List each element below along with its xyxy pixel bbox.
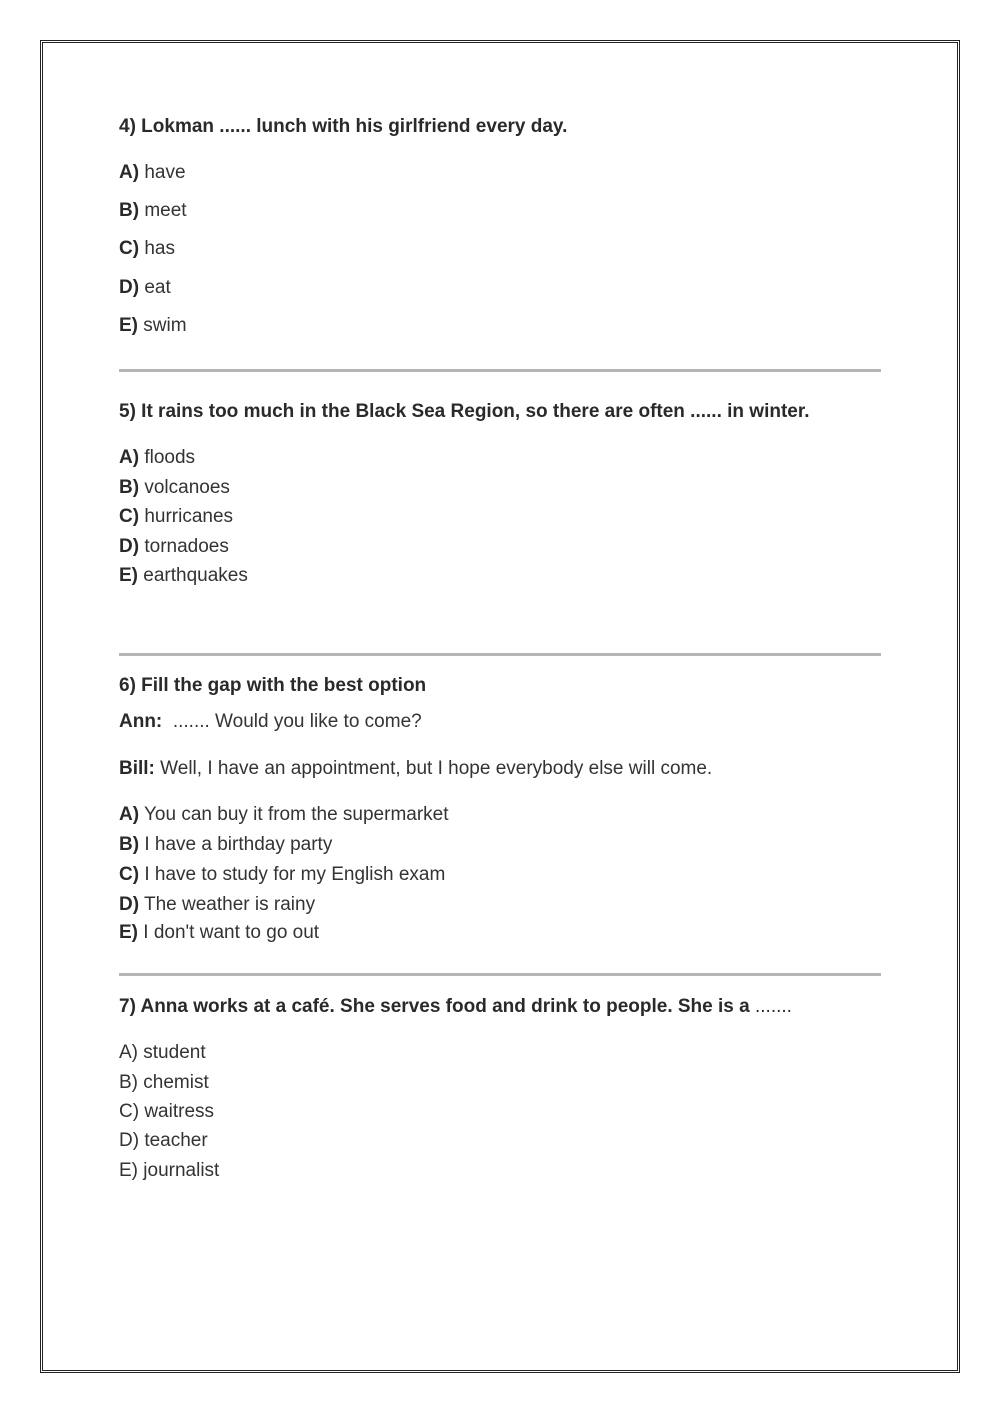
question-7-title: 7) Anna works at a café. She serves food and drink to people. She is a ....... — [119, 996, 792, 1017]
question-4-title: 4) Lokman ...... lunch with his girlfriend every day. — [119, 116, 568, 137]
question-5-title: 5) It rains too much in the Black Sea Region, so there are often ...... in winter. — [119, 401, 810, 422]
question-5-option-d[interactable]: D) tornadoes — [119, 536, 229, 557]
question-5-option-b[interactable]: B) volcanoes — [119, 477, 230, 498]
question-6-option-e[interactable]: E) I don't want to go out — [119, 922, 320, 943]
question-4-option-d[interactable]: D) eat — [119, 277, 171, 298]
question-7-option-a[interactable]: A) student — [119, 1042, 206, 1063]
dialog-line-ann: Ann: ....... Would you like to come? — [119, 711, 422, 732]
question-6-option-b[interactable]: B) I have a birthday party — [119, 834, 333, 855]
divider — [119, 653, 881, 656]
question-4-option-a[interactable]: A) have — [119, 162, 186, 183]
question-5-option-e[interactable]: E) earthquakes — [119, 565, 248, 586]
dialog-line-bill: Bill: Well, I have an appointment, but I hope everybody else will come. — [119, 758, 713, 779]
question-6-option-a[interactable]: A) You can buy it from the supermarket — [119, 804, 449, 825]
question-6-title: 6) Fill the gap with the best option — [119, 675, 427, 696]
question-4-option-e[interactable]: E) swim — [119, 315, 187, 336]
question-6-option-c[interactable]: C) I have to study for my English exam — [119, 864, 446, 885]
question-5-option-c[interactable]: C) hurricanes — [119, 506, 234, 527]
divider — [119, 369, 881, 372]
question-7-option-d[interactable]: D) teacher — [119, 1130, 208, 1151]
question-4-option-b[interactable]: B) meet — [119, 200, 187, 221]
question-7-option-c[interactable]: C) waitress — [119, 1101, 215, 1122]
divider — [119, 973, 881, 976]
question-7-option-e[interactable]: E) journalist — [119, 1160, 220, 1181]
question-5-option-a[interactable]: A) floods — [119, 447, 196, 468]
question-4-option-c[interactable]: C) has — [119, 238, 175, 259]
question-6-option-d[interactable]: D) The weather is rainy — [119, 894, 316, 915]
question-7-option-b[interactable]: B) chemist — [119, 1072, 209, 1093]
